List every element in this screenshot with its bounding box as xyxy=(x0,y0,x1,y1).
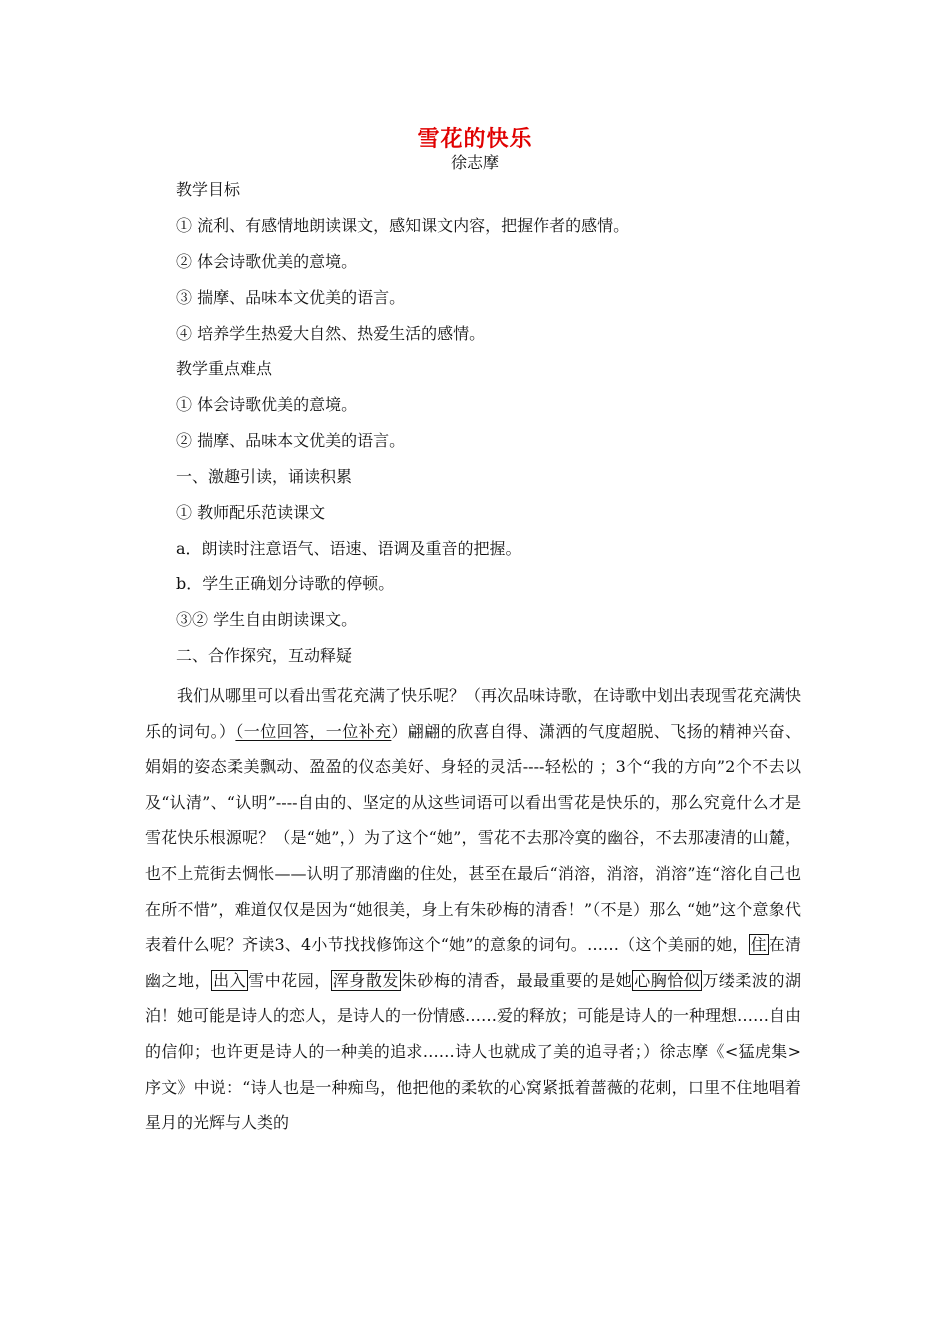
boxed-word-3: 浑身散发 xyxy=(332,970,399,990)
para-text-5: 朱砂梅的清香，最最重要的是她 xyxy=(400,970,633,990)
goal-item-2: ② 体会诗歌优美的意境。 xyxy=(176,252,358,271)
section-heading-step-2: 二、合作探究，互动释疑 xyxy=(176,646,353,665)
para-text-4: 雪中花园， xyxy=(248,970,331,990)
keypoint-item-1: ① 体会诗歌优美的意境。 xyxy=(176,395,358,414)
para-text-1: 我们从哪里可以看出雪花充满了快乐呢？（再次品味诗歌，在诗歌中划出表现雪花充满快乐的词句。） xyxy=(145,686,802,741)
section-heading-keypoints: 教学重点难点 xyxy=(176,359,273,378)
section-heading-step-1: 一、激趣引读，诵读积累 xyxy=(176,467,353,486)
para-text-3: 在清幽之地， xyxy=(145,935,801,990)
underlined-phrase: （一位回答，一位补充 xyxy=(235,721,392,741)
goal-item-3: ③ 揣摩、品味本文优美的语言。 xyxy=(176,288,406,307)
para-text-2: ）翩翩的欣喜自得、潇洒的气度超脱、飞扬的精神兴奋、娟娟的姿态柔美飘动、盈盈的仪态美好、身轻的灵活----轻松的 ；3个“我的方向”2个不去以及“认清”、“认明”----自由的、坚定的从这些词语可以看出雪花是快乐的，那么究竟什么才是雪花快乐根源呢？（是“她”，）为了这个“她”，雪花不去那冷寞的幽谷，不去那凄清的山麓，也不上荒街去惆怅——认明了那清幽的住处，甚至在最后“消溶，消溶，消溶”连“溶化自己也在所不惜”，难道仅仅是因为“她很美，身上有朱砂梅的清香！”（不是）那么 “她”这个意象代表着什么呢？齐读3、4小节找找修饰这个“她”的意象的词句。……（这个美丽的她， xyxy=(145,721,801,955)
step-1-item-1: ① 教师配乐范读课文 xyxy=(176,503,326,522)
boxed-word-4: 心胸恰似 xyxy=(634,970,701,990)
keypoint-item-2: ② 揣摩、品味本文优美的语言。 xyxy=(176,431,406,450)
boxed-word-1: 住 xyxy=(750,935,767,955)
boxed-word-2: 出入 xyxy=(213,970,247,990)
section-heading-goals: 教学目标 xyxy=(176,180,241,199)
document-author: 徐志摩 xyxy=(450,153,499,172)
body-paragraph xyxy=(145,678,801,1141)
para-text-6: 万缕柔波的湖泊！她可能是诗人的恋人，是诗人的一份情感……爱的释放；可能是诗人的一种理想……自由的信仰；也许更是诗人的一种美的追求……诗人也就成了美的追寻者；）徐志摩《<猛虎集>序文》中说：“诗人也是一种痴鸟，他把他的柔软的心窝紧抵着蔷薇的花刺，口里不住地唱着星月的光辉与人类的 xyxy=(145,970,802,1133)
step-1-item-b: b．学生正确划分诗歌的停顿。 xyxy=(176,574,395,593)
goal-item-4: ④ 培养学生热爱大自然、热爱生活的感情。 xyxy=(176,324,486,343)
goal-item-1: ① 流利、有感情地朗读课文，感知课文内容，把握作者的感情。 xyxy=(176,216,630,235)
step-1-item-3: ③② 学生自由朗读课文。 xyxy=(176,610,358,629)
document-title: 雪花的快乐 xyxy=(417,126,533,152)
step-1-item-a: a．朗读时注意语气、语速、语调及重音的把握。 xyxy=(176,539,522,558)
